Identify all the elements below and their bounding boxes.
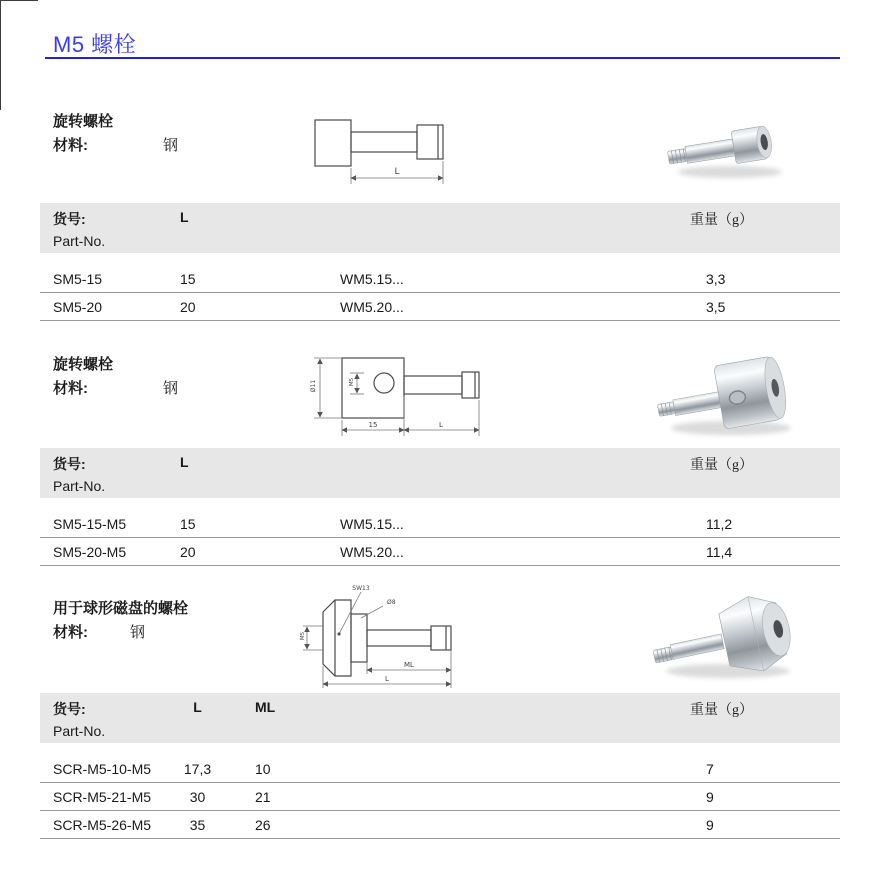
cell-code: WM5.20...: [340, 298, 404, 315]
material-label: 材料:: [53, 380, 88, 397]
cell-weight: 9: [706, 816, 714, 833]
product-photo-cylinder-head-screw: [645, 348, 813, 443]
parts-table-3: [40, 693, 840, 839]
material-value: 钢: [163, 138, 179, 154]
dimension-label-length: L: [394, 167, 400, 177]
cell-part-no: SM5-20: [53, 298, 103, 315]
table3-header: [40, 693, 840, 743]
column-header-part-en: Part-No.: [53, 723, 106, 739]
parts-table-1: [40, 203, 840, 321]
table2-header: [40, 448, 840, 498]
dimension-label-ml: ML: [404, 661, 414, 669]
column-header-part: 货号:: [53, 456, 86, 472]
dimension-label-block: 15: [368, 421, 378, 429]
page-border-top: [0, 0, 38, 1]
technical-drawing-block-screw: [300, 352, 485, 444]
cell-part-no: SM5-15: [53, 270, 103, 287]
table-row: [40, 783, 840, 811]
cell-ml: 26: [255, 816, 271, 833]
column-header-part: 货号:: [53, 701, 86, 717]
cell-part-no: SM5-15-M5: [53, 515, 127, 532]
cell-part-no: SCR-M5-10-M5: [53, 760, 152, 777]
cell-l: 15: [180, 515, 196, 532]
material-label: 材料:: [53, 137, 88, 154]
column-header-l: L: [180, 209, 189, 225]
table-row: [40, 755, 840, 783]
section2-heading: 旋转螺栓: [53, 356, 114, 373]
screw-shaft: [685, 139, 735, 163]
section3-material: [53, 621, 146, 642]
table-row: [40, 510, 840, 538]
cell-l: 35: [189, 816, 206, 833]
page-title: M5 螺栓: [53, 32, 137, 57]
section3-heading: 用于球形磁盘的螺栓: [53, 600, 189, 617]
table-row: [40, 265, 840, 293]
cell-weight: 3,3: [706, 270, 726, 287]
cell-part-no: SM5-20-M5: [53, 543, 127, 560]
column-header-part-en: Part-No.: [53, 233, 106, 249]
screw-shaft: [670, 634, 724, 659]
table-row: [40, 811, 840, 839]
material-label: 材料:: [53, 624, 88, 641]
column-header-weight: 重量（g）: [690, 213, 753, 228]
table-row: [40, 538, 840, 566]
column-header-part: 货号:: [53, 211, 86, 227]
column-header-ml: ML: [255, 699, 276, 715]
dimension-label-length: L: [385, 675, 389, 683]
column-header-weight: 重量（g）: [690, 458, 753, 473]
dimension-label-thread: M5: [349, 377, 355, 387]
photo-shadow: [678, 166, 782, 178]
dimension-label-diameter: Ø11: [310, 379, 317, 393]
material-value: 钢: [163, 381, 179, 397]
technical-drawing-shoulder-screw: [305, 112, 465, 197]
page-border-left: [0, 0, 1, 110]
technical-drawing-hex-screw: [295, 578, 485, 690]
section1-heading: 旋转螺栓: [53, 113, 114, 130]
cell-l: 17,3: [183, 760, 212, 777]
cell-part-no: SCR-M5-26-M5: [53, 816, 152, 833]
column-header-l: L: [193, 699, 202, 715]
section2-material: [53, 377, 179, 398]
cell-l: 30: [189, 788, 206, 805]
section1-material: [53, 134, 179, 155]
material-value: 钢: [130, 625, 146, 641]
cell-weight: 11,4: [706, 543, 733, 560]
title-underline: [45, 57, 840, 59]
cell-ml: 21: [255, 788, 271, 805]
cell-code: WM5.20...: [340, 543, 404, 560]
cell-weight: 11,2: [706, 515, 733, 532]
dimension-label-thread: M5: [300, 631, 306, 641]
cell-l: 15: [180, 270, 196, 287]
dimension-label-diameter: Ø8: [387, 599, 396, 606]
cell-l: 20: [180, 298, 196, 315]
cell-weight: 3,5: [706, 298, 726, 315]
cell-part-no: SCR-M5-21-M5: [53, 788, 152, 805]
product-photo-shoulder-screw: [652, 108, 802, 188]
column-header-l: L: [180, 454, 189, 470]
product-photo-hex-head-screw: [640, 583, 812, 688]
table-row: [40, 293, 840, 321]
cell-code: WM5.15...: [340, 270, 404, 287]
dimension-label-wrench-size: SW13: [352, 585, 370, 592]
parts-table-2: [40, 448, 840, 566]
column-header-weight: 重量（g）: [690, 703, 753, 718]
column-header-part-en: Part-No.: [53, 478, 106, 494]
cell-weight: 7: [706, 760, 714, 777]
screw-shaft: [673, 392, 721, 416]
table1-header: [40, 203, 840, 253]
photo-shadow: [666, 664, 790, 678]
cell-code: WM5.15...: [340, 515, 404, 532]
cell-l: 20: [180, 543, 196, 560]
cell-ml: 10: [255, 760, 271, 777]
dimension-label-length: L: [439, 421, 443, 429]
cell-weight: 9: [706, 788, 714, 805]
